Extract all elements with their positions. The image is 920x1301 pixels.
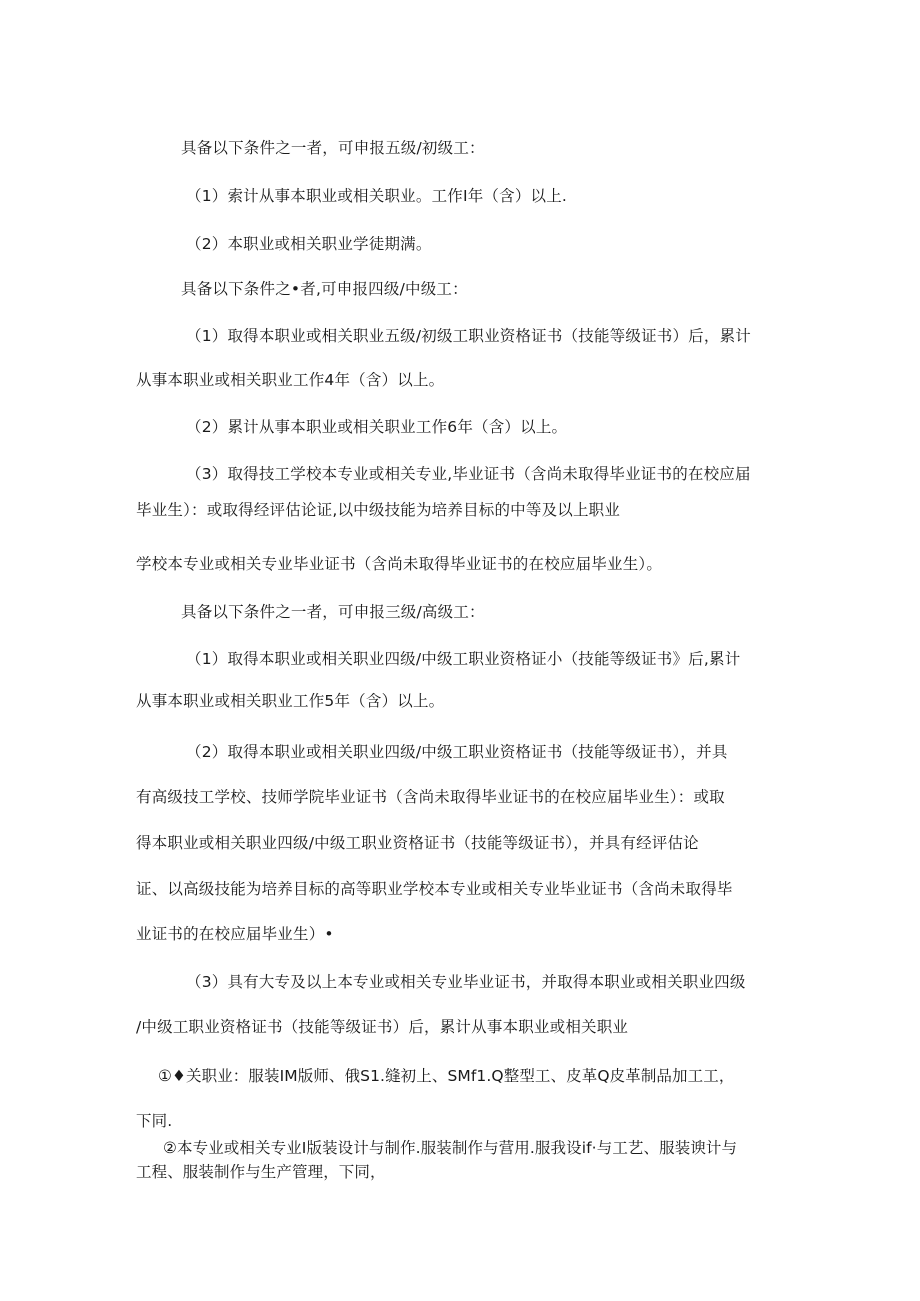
senior-item-3-line-2: /中级工职业资格证书（技能等级证书）后，累计从事本职业或相关职业	[136, 1018, 629, 1036]
footnote-1-line-2: 下同.	[136, 1112, 173, 1130]
junior-item-1: （1）索计从事本职业或相关职业。工作I年（含）以上.	[186, 187, 568, 205]
senior-item-2-line-5: 业证书的在校应届毕业生）•	[136, 925, 334, 943]
senior-heading: 具备以下条件之一者，可申报三级/高级工：	[181, 603, 485, 621]
intermediate-item-2: （2）累计从事本职业或相关职业工作6年（含）以上。	[186, 418, 568, 436]
intermediate-item-3-line-1: （3）取得技工学校本专业或相关专业,毕业证书（含尚未取得毕业证书的在校应届	[186, 465, 751, 483]
senior-item-1-line-2: 从事本职业或相关职业工作5年（含）以上。	[136, 692, 445, 710]
footnote-2-line-2: 工程、服装制作与生产管理，下同，	[136, 1163, 386, 1181]
senior-item-2-line-1: （2）取得本职业或相关职业四级/中级工职业资格证书（技能等级证书），并具	[186, 743, 728, 761]
intermediate-item-1-line-1: （1）取得本职业或相关职业五级/初级工职业资格证书（技能等级证书）后，累计	[186, 327, 751, 345]
intermediate-item-3-line-2: 毕业生）：或取得经评估论证,以中级技能为培养目标的中等及以上职业	[136, 501, 621, 519]
senior-item-3-line-1: （3）具有大专及以上本专业或相关专业毕业证书，并取得本职业或相关职业四级	[186, 973, 746, 991]
senior-item-2-line-2: 有高级技工学校、技师学院毕业证书（含尚未取得毕业证书的在校应届毕业生）：或取	[136, 788, 725, 806]
senior-item-2-line-3: 得本职业或相关职业四级/中级工职业资格证书（技能等级证书），并具有经评估论	[136, 834, 699, 852]
footnote-2-line-1: ②本专业或相关专业I版装设计与制作.服装制作与营用.服我设if·与工艺、服装谀计与	[163, 1139, 738, 1157]
footnote-1-line-1: ①♦关职业：服装IM版师、俄S1.缝初上、SMf1.Q整型工、皮革Q皮革制品加工工，	[158, 1067, 735, 1085]
intermediate-heading: 具备以下条件之•者,可申报四级/中级工：	[181, 280, 468, 298]
junior-item-2: （2）本职业或相关职业学徒期满。	[186, 235, 432, 253]
junior-heading: 具备以下条件之一者，可申报五级/初级工：	[181, 139, 485, 157]
intermediate-item-3-line-3: 学校本专业或相关专业毕业证书（含尚未取得毕业证书的在校应届毕业生）。	[136, 555, 663, 573]
senior-item-2-line-4: 证、以高级技能为培养目标的高等职业学校本专业或相关专业毕业证书（含尚未取得毕	[136, 880, 733, 898]
intermediate-item-1-line-2: 从事本职业或相关职业工作4年（含）以上。	[136, 371, 445, 389]
senior-item-1-line-1: （1）取得本职业或相关职业四级/中级工职业资格证小（技能等级证书》后,累计	[186, 650, 741, 668]
